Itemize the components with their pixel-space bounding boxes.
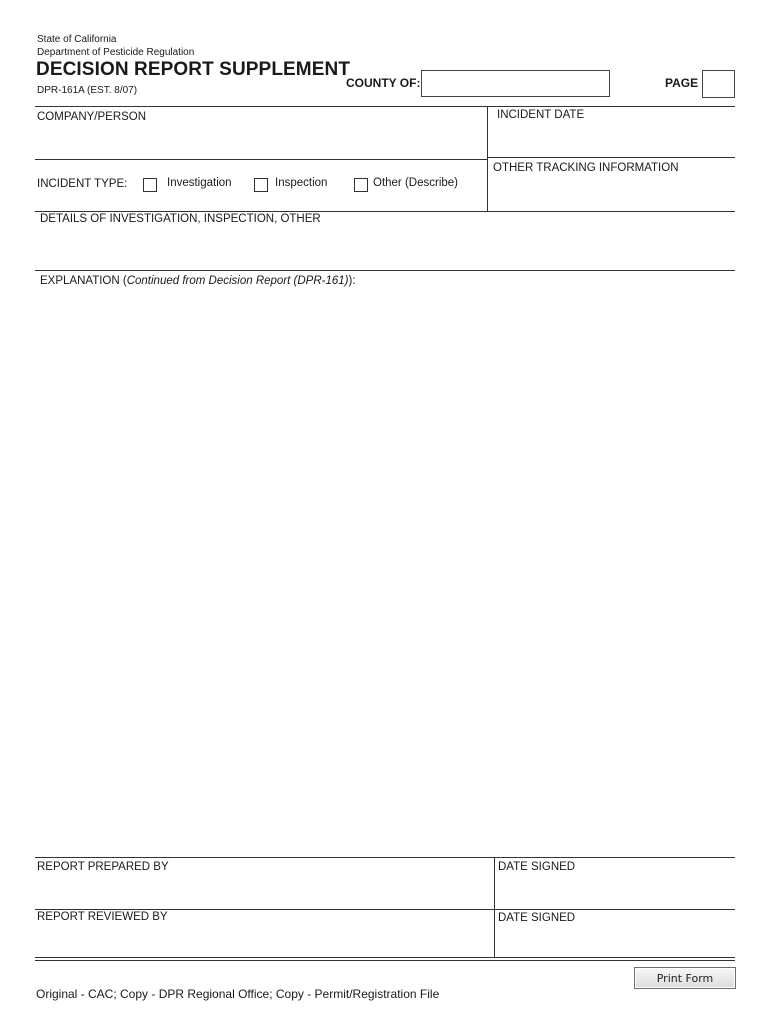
incident-date-field[interactable] <box>490 124 734 154</box>
incident-date-rule <box>487 157 735 158</box>
company-person-label: COMPANY/PERSON <box>37 111 147 123</box>
county-label: COUNTY OF: <box>346 76 421 90</box>
explanation-italic: Continued from Decision Report (DPR-161) <box>126 275 349 287</box>
investigation-checkbox[interactable] <box>143 178 157 192</box>
other-describe-label: Other (Describe) <box>373 177 458 189</box>
explanation-prefix: EXPLANATION ( <box>40 275 127 287</box>
prepared-date-field[interactable] <box>497 876 734 906</box>
inspection-checkbox[interactable] <box>254 178 268 192</box>
details-label: DETAILS OF INVESTIGATION, INSPECTION, OTHER <box>40 213 321 225</box>
explanation-label <box>40 275 356 287</box>
explanation-suffix: ): <box>348 275 356 287</box>
reviewed-date-field[interactable] <box>497 926 734 955</box>
header-rule <box>35 106 735 107</box>
inspection-label: Inspection <box>275 177 328 189</box>
signature-middle-rule <box>35 909 735 910</box>
county-input[interactable] <box>421 70 610 97</box>
reviewed-by-field[interactable] <box>36 926 491 955</box>
form-number: DPR-161A (EST. 8/07) <box>37 85 138 96</box>
details-rule <box>35 270 735 271</box>
department-name: Department of Pesticide Regulation <box>37 47 195 58</box>
incident-date-label: INCIDENT DATE <box>497 109 585 121</box>
signature-divider <box>494 857 495 957</box>
other-tracking-field[interactable] <box>490 177 734 209</box>
signature-bottom-rule <box>35 957 735 958</box>
company-person-field[interactable] <box>36 126 484 156</box>
details-field[interactable] <box>36 229 734 267</box>
signature-top-rule <box>35 857 735 858</box>
prepared-date-label: DATE SIGNED <box>498 861 576 873</box>
form-title: DECISION REPORT SUPPLEMENT <box>36 59 351 80</box>
column-divider <box>487 106 488 211</box>
reviewed-date-label: DATE SIGNED <box>498 912 576 924</box>
other-describe-checkbox[interactable] <box>354 178 368 192</box>
signature-double-rule <box>35 960 735 961</box>
prepared-by-field[interactable] <box>36 876 491 906</box>
prepared-by-label: REPORT PREPARED BY <box>37 861 169 873</box>
company-rule <box>35 159 487 160</box>
incident-type-label: INCIDENT TYPE: <box>37 178 128 190</box>
page-label: PAGE <box>665 76 699 90</box>
reviewed-by-label: REPORT REVIEWED BY <box>37 911 168 923</box>
other-tracking-label: OTHER TRACKING INFORMATION <box>493 162 679 174</box>
explanation-field[interactable] <box>36 292 734 852</box>
incident-type-rule <box>35 211 735 212</box>
state-name: State of California <box>37 34 117 45</box>
investigation-label: Investigation <box>167 177 232 189</box>
print-form-button[interactable]: Print Form <box>634 967 736 989</box>
distribution-note: Original - CAC; Copy - DPR Regional Office; Copy - Permit/Registration File <box>36 987 440 1001</box>
page-input[interactable] <box>702 70 735 98</box>
